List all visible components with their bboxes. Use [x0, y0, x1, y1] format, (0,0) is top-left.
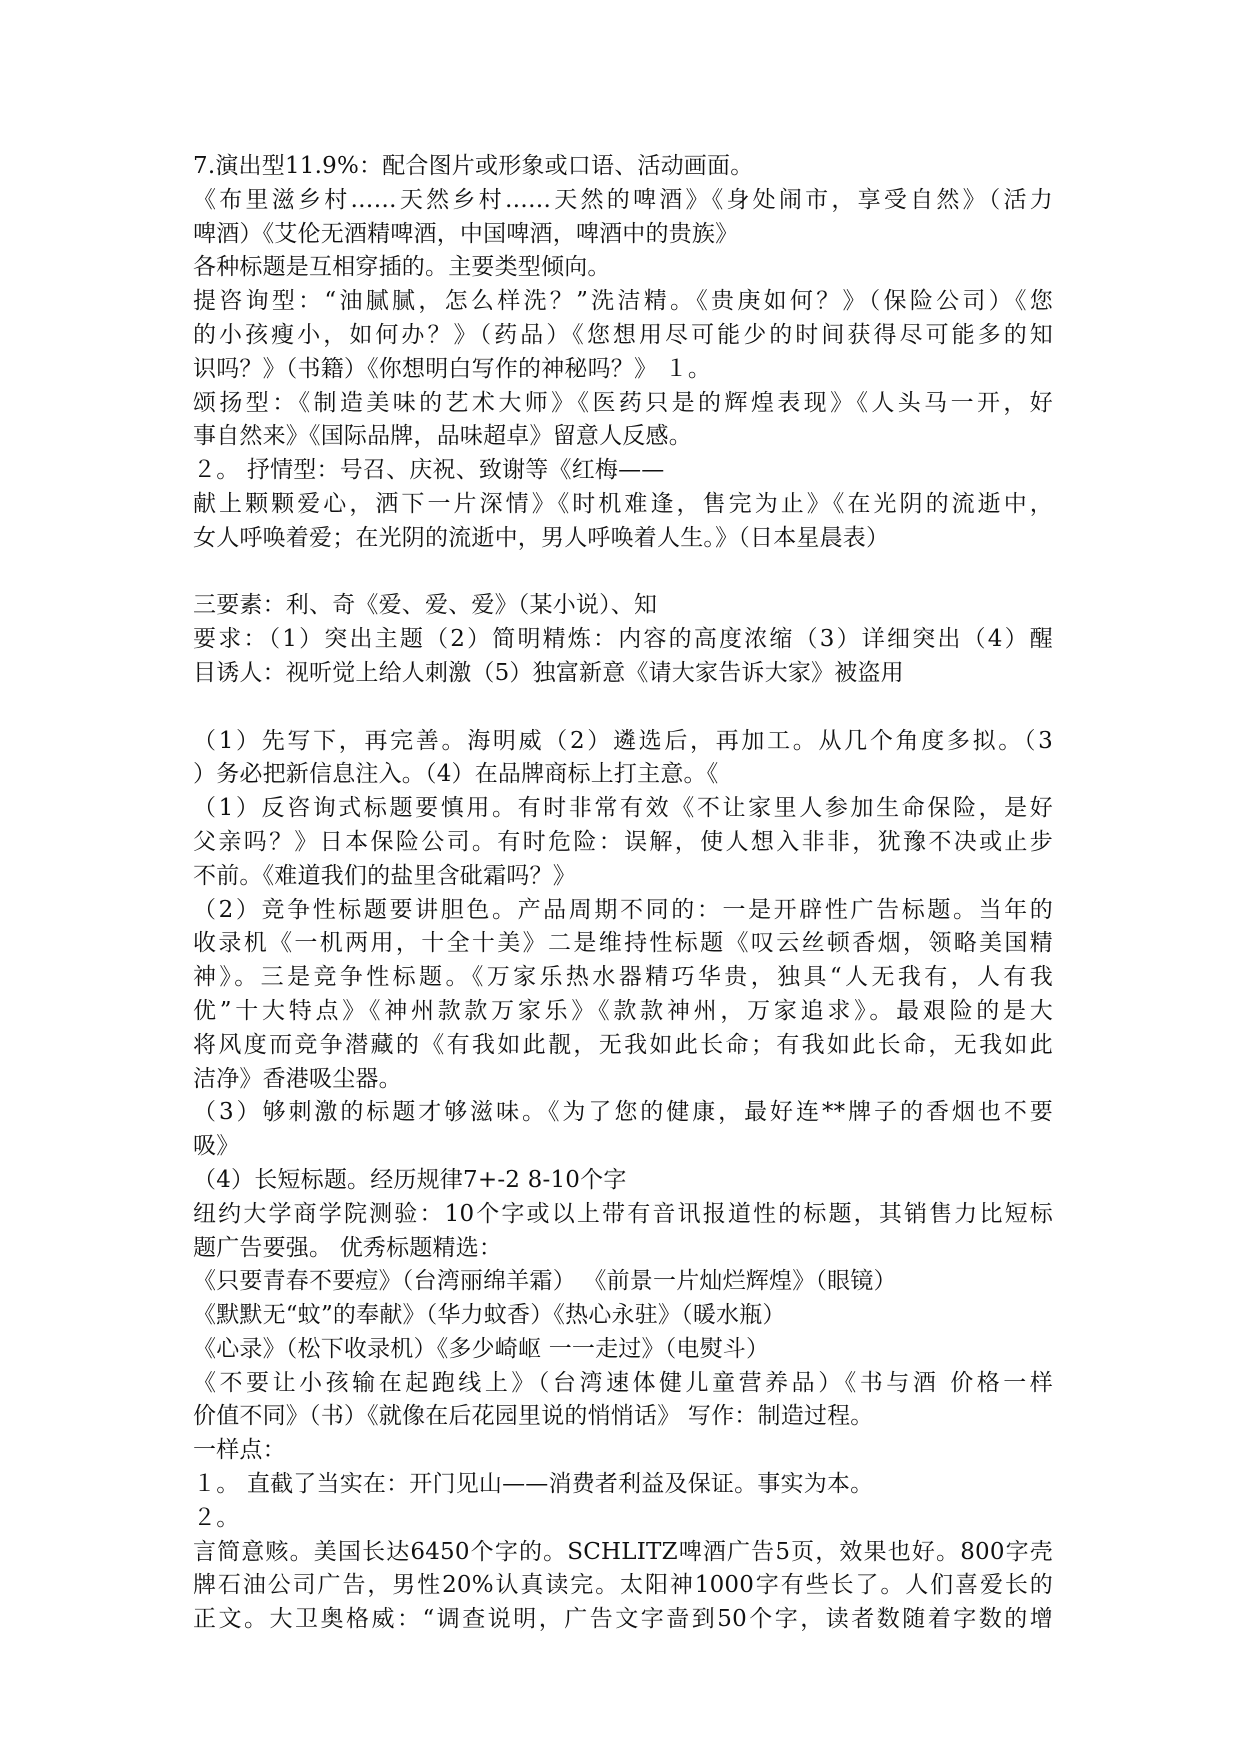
text-line: 吸》 [193, 1133, 240, 1160]
text-line: 优”十大特点》《神州款款万家乐》《款款神州，万家追求》。最艰险的是大 [193, 997, 1053, 1024]
text-line: 题广告要强。 优秀标题精选： [193, 1234, 503, 1261]
blank-line [193, 556, 1053, 590]
text-line: 7.演出型11.9%：配合图片或形象或口语、活动画面。 [193, 153, 754, 179]
text-line: 收录机《一机两用，十全十美》二是维持性标题《叹云丝顿香烟，领略美国精 [193, 930, 1053, 957]
text-line: 正文。大卫奥格威：“调查说明，广告文字啬到50个字，读者数随着字数的增 [193, 1606, 1053, 1633]
text-line: 父亲吗？》日本保险公司。有时危险：误解，使人想入非非，犹豫不决或止步 [193, 828, 1053, 855]
text-line: 不前。《难道我们的盐里含砒霜吗？》 [193, 862, 576, 889]
text-line: 神》。三是竞争性标题。《万家乐热水器精巧华贵，独具“人无我有，人有我 [193, 964, 1053, 991]
text-line: 啤酒）《艾伦无酒精啤酒，中国啤酒，啤酒中的贵族》 [193, 220, 739, 247]
text-line: 要求：（1）突出主题（2）简明精炼：内容的高度浓缩（3）详细突出（4）醒 [193, 626, 1053, 653]
text-line: （3）够刺激的标题才够滋味。《为了您的健康，最好连**牌子的香烟也不要 [193, 1099, 1053, 1126]
text-line: 一样点： [193, 1437, 286, 1464]
text-line: 牌石油公司广告，男性20%认真读完。太阳神1000字有些长了。人们喜爱长的 [193, 1572, 1053, 1599]
text-line: ２。 抒情型：号召、庆祝、致谢等《红梅—— [193, 457, 665, 484]
text-line: 识吗？》（书籍）《你想明白写作的神秘吗？》 １。 [193, 355, 712, 382]
text-line: 《不要让小孩输在起跑线上》（台湾速体健儿童营养品）《书与酒 价格一样 [193, 1369, 1053, 1396]
text-line: （1）反咨询式标题要慎用。有时非常有效《不让家里人参加生命保险，是好 [193, 795, 1053, 822]
text-line: ２。 [193, 1504, 240, 1531]
text-line: （4）长短标题。经历规律7+-2 8-10个字 [193, 1166, 627, 1193]
text-line: 《布里滋乡村……天然乡村……天然的啤酒》《身处闹市，享受自然》（活力 [193, 186, 1053, 213]
text-line: 女人呼唤着爱；在光阴的流逝中，男人呼唤着人生。》（日本星晨表） [193, 524, 890, 551]
text-line: 三要素：利、奇《爱、爱、爱》（某小说）、知 [193, 592, 658, 619]
text-line: （1）先写下，再完善。海明威（2）遴选后，再加工。从几个角度多拟。（3 [193, 727, 1053, 754]
text-line: ）务必把新信息注入。（4）在品牌商标上打主意。《 [193, 761, 719, 788]
text-line: 献上颗颗爱心，洒下一片深情》《时机难逢，售完为止》《在光阴的流逝中， [193, 490, 1053, 517]
text-line: 的小孩瘦小，如何办？》（药品）《您想用尽可能少的时间获得尽可能多的知 [193, 321, 1053, 348]
text-line: 价值不同》（书）《就像在后花园里说的悄悄话》 写作：制造过程。 [193, 1403, 874, 1430]
text-line: 提咨询型：“油腻腻，怎么样洗？”洗洁精。《贵庚如何？》（保险公司）《您 [193, 288, 1053, 315]
text-line: 《默默无“蚊”的奉献》（华力蚊香）《热心永驻》（暖水瓶） [193, 1302, 786, 1329]
text-line: 各种标题是互相穿插的。主要类型倾向。 [193, 254, 611, 281]
text-line: 目诱人：视听觉上给人刺激（5）独富新意《请大家告诉大家》被盗用 [193, 659, 904, 686]
text-line: 将风度而竞争潜藏的《有我如此靓，无我如此长命；有我如此长命，无我如此 [193, 1031, 1053, 1058]
text-line: 言简意赅。美国长达6450个字的。SCHLITZ啤酒广告5页，效果也好。800字壳 [193, 1538, 1053, 1565]
text-line: 洁净》香港吸尘器。 [193, 1065, 402, 1092]
blank-line [193, 691, 1053, 725]
text-line: １。 直截了当实在：开门见山——消费者利益及保证。事实为本。 [193, 1471, 874, 1498]
text-line: 事自然来》《国际品牌，品味超卓》留意人反感。 [193, 423, 692, 450]
text-line: 颂扬型：《制造美味的艺术大师》《医药只是的辉煌表现》《人头马一开，好 [193, 389, 1053, 416]
text-line: 《只要青春不要痘》（台湾丽绵羊霜） 《前景一片灿烂辉煌》（眼镜） [193, 1268, 897, 1295]
text-line: （2）竞争性标题要讲胆色。产品周期不同的：一是开辟性广告标题。当年的 [193, 896, 1053, 923]
document-body [193, 150, 1053, 1637]
text-line: 纽约大学商学院测验：10个字或以上带有音讯报道性的标题，其销售力比短标 [193, 1200, 1053, 1227]
text-line: 《心录》（松下收录机）《多少崎岖 一一走过》（电熨斗） [193, 1335, 770, 1362]
